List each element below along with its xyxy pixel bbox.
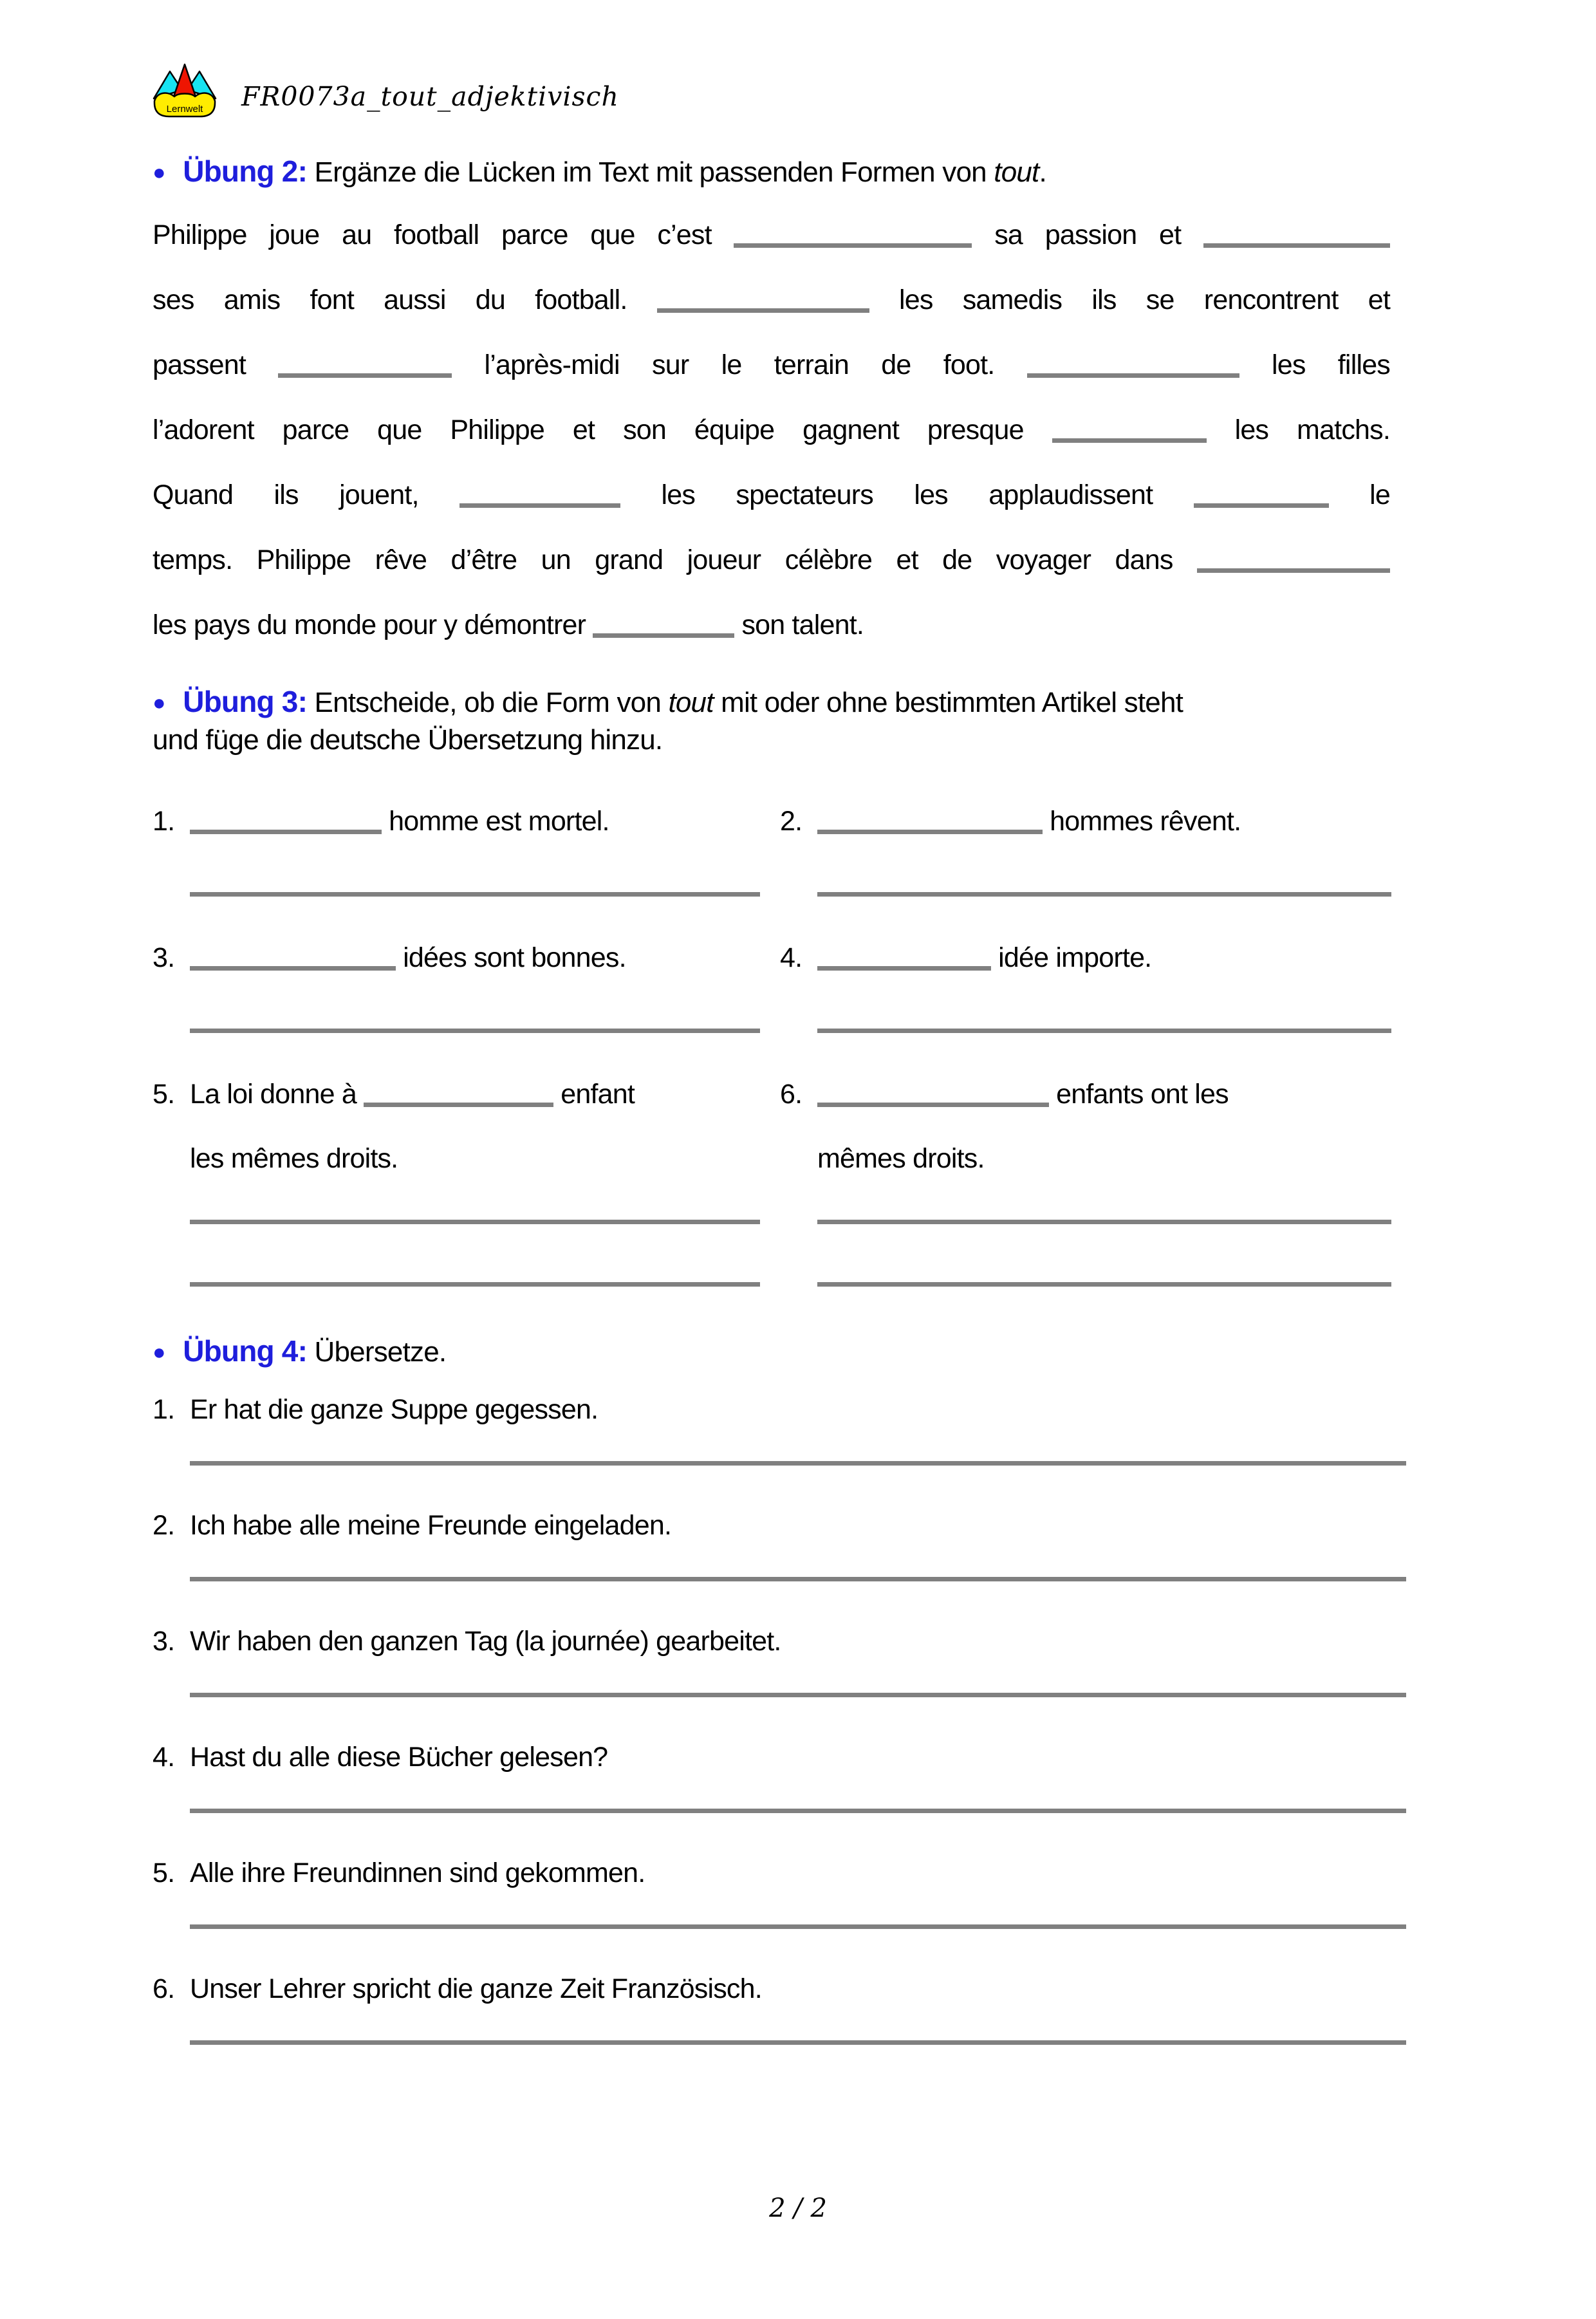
- line-text: les matchs.: [1234, 414, 1390, 445]
- answer-line: [190, 1693, 1406, 1697]
- fill-blank: [459, 503, 620, 508]
- uebung2-heading: [153, 153, 1390, 191]
- answer-line: [190, 2040, 1406, 2045]
- item-text: La loi donne à: [190, 1079, 357, 1110]
- item-number: 6.: [153, 1973, 175, 2004]
- line-text: les pays du monde pour y démontrer: [153, 610, 586, 640]
- line-text: l’après-midi sur le terrain de foot.: [484, 349, 995, 380]
- fill-blank: [364, 1103, 553, 1107]
- answer-line: [190, 1924, 1406, 1929]
- item-number: 5.: [153, 1858, 175, 1888]
- fill-blank: [593, 633, 734, 638]
- uebung2-text: [153, 203, 1390, 658]
- item-number: 2.: [780, 806, 803, 837]
- fill-blank: [817, 830, 1043, 834]
- page-content: [153, 62, 1390, 2045]
- item-number: 6.: [780, 1079, 803, 1110]
- uebung4-items: [153, 1377, 1390, 2045]
- text-line: [153, 593, 1390, 658]
- uebung3-items: [153, 789, 1390, 1287]
- ex4-item-2: [153, 1493, 1390, 1581]
- page-number: 2 / 2: [769, 2193, 827, 2223]
- bullet-icon: ●: [153, 160, 165, 185]
- ex3-item-4: [780, 926, 1391, 1033]
- line-text: ses amis font aussi du football.: [153, 284, 627, 315]
- ex4-item-1: [153, 1377, 1390, 1466]
- bullet-icon: ●: [153, 1340, 165, 1364]
- line-text: Quand ils jouent,: [153, 480, 419, 510]
- item-number: 3.: [153, 1626, 175, 1657]
- answer-line: [190, 892, 760, 897]
- item-text: mêmes droits.: [817, 1143, 985, 1174]
- item-text: Wir haben den ganzen Tag (la journée) gearbeitet.: [190, 1626, 781, 1657]
- text-line: [153, 203, 1390, 268]
- item-text: Er hat die ganze Suppe gegessen.: [190, 1394, 598, 1425]
- answer-line: [190, 1461, 1406, 1466]
- uebung2-instruction-end: .: [1039, 156, 1046, 188]
- uebung3-instruction: Entscheide, ob die Form von: [314, 687, 662, 718]
- text-line: [153, 398, 1390, 463]
- worksheet-page: [0, 62, 1596, 2319]
- line-text: les spectateurs les applaudissent: [661, 480, 1153, 510]
- item-number: 4.: [780, 942, 803, 973]
- uebung4-instruction: Übersetze.: [314, 1336, 447, 1368]
- line-text: passent: [153, 349, 246, 380]
- fill-blank: [1194, 503, 1329, 508]
- logo-text: Lernwelt: [166, 104, 203, 115]
- fill-blank: [190, 966, 396, 971]
- uebung4-label: Übung 4:: [183, 1334, 308, 1368]
- text-line: [153, 268, 1390, 333]
- item-text: homme est mortel.: [389, 806, 609, 837]
- bullet-icon: ●: [153, 691, 165, 715]
- fill-blank: [657, 308, 869, 313]
- item-text: Hast du alle diese Bücher gelesen?: [190, 1742, 608, 1773]
- fill-blank: [1197, 568, 1390, 573]
- line-text: l’adorent parce que Philippe et son équipe gagnent presque: [153, 414, 1024, 445]
- uebung2-label: Übung 2:: [183, 154, 308, 188]
- ex3-item-1: [153, 789, 760, 897]
- uebung2-instruction: Ergänze die Lücken im Text mit passenden Formen von: [314, 156, 987, 188]
- item-text: hommes rêvent.: [1050, 806, 1241, 837]
- document-title: FR0073a_tout_adjektivisch: [241, 81, 619, 112]
- lernwelt-logo-icon: [153, 62, 217, 118]
- answer-line: [190, 1282, 760, 1287]
- answer-line: [190, 1220, 760, 1224]
- line-text: sa passion et: [994, 219, 1182, 250]
- text-line: [153, 463, 1390, 528]
- item-text: Ich habe alle meine Freunde eingeladen.: [190, 1510, 672, 1541]
- uebung3-instruction-italic: tout: [668, 687, 714, 718]
- ex4-item-5: [153, 1841, 1390, 1929]
- line-text: temps. Philippe rêve d’être un grand joueur célèbre et de voyager dans: [153, 545, 1173, 575]
- answer-line: [190, 1029, 760, 1033]
- answer-line: [817, 1282, 1391, 1287]
- item-text: Alle ihre Freundinnen sind gekommen.: [190, 1858, 645, 1888]
- fill-blank: [817, 1103, 1049, 1107]
- item-text: les mêmes droits.: [190, 1143, 398, 1174]
- uebung3-heading: [153, 684, 1390, 758]
- item-number: 1.: [153, 806, 175, 837]
- item-text: idées sont bonnes.: [403, 942, 626, 973]
- uebung3-instruction-line2: und füge die deutsche Übersetzung hinzu.: [153, 724, 663, 756]
- item-text: enfant: [561, 1079, 635, 1110]
- line-text: les samedis ils se rencontrent et: [898, 284, 1390, 315]
- fill-blank: [278, 373, 452, 378]
- uebung3-label: Übung 3:: [183, 685, 308, 718]
- text-line: [153, 528, 1390, 593]
- line-text: le: [1369, 480, 1390, 510]
- fill-blank: [734, 243, 972, 248]
- ex4-item-6: [153, 1957, 1390, 2045]
- item-number: 1.: [153, 1394, 175, 1425]
- text-line: [153, 333, 1390, 398]
- ex3-item-5: [153, 1062, 760, 1287]
- line-text: les filles: [1271, 349, 1391, 380]
- page-header: [153, 62, 1390, 118]
- item-number: 2.: [153, 1510, 175, 1541]
- item-text: idée importe.: [998, 942, 1152, 973]
- uebung4-heading: [153, 1333, 1390, 1371]
- line-text: son talent.: [741, 610, 864, 640]
- item-number: 3.: [153, 942, 175, 973]
- line-text: Philippe joue au football parce que c’est: [153, 219, 712, 250]
- fill-blank: [190, 830, 382, 834]
- ex3-item-3: [153, 926, 760, 1033]
- answer-line: [190, 1577, 1406, 1581]
- answer-line: [817, 892, 1391, 897]
- uebung2-instruction-italic: tout: [994, 156, 1039, 188]
- ex4-item-4: [153, 1725, 1390, 1813]
- answer-line: [817, 1220, 1391, 1224]
- answer-line: [817, 1029, 1391, 1033]
- fill-blank: [1027, 373, 1239, 378]
- fill-blank: [817, 966, 991, 971]
- fill-blank: [1203, 243, 1390, 248]
- ex3-item-2: [780, 789, 1391, 897]
- uebung3-instruction-cont: mit oder ohne bestimmten Artikel steht: [721, 687, 1183, 718]
- item-number: 4.: [153, 1742, 175, 1773]
- item-text: enfants ont les: [1056, 1079, 1229, 1110]
- ex3-item-6: [780, 1062, 1391, 1287]
- fill-blank: [1052, 438, 1207, 443]
- ex4-item-3: [153, 1609, 1390, 1697]
- answer-line: [190, 1809, 1406, 1813]
- item-number: 5.: [153, 1079, 175, 1110]
- item-text: Unser Lehrer spricht die ganze Zeit Französisch.: [190, 1973, 762, 2004]
